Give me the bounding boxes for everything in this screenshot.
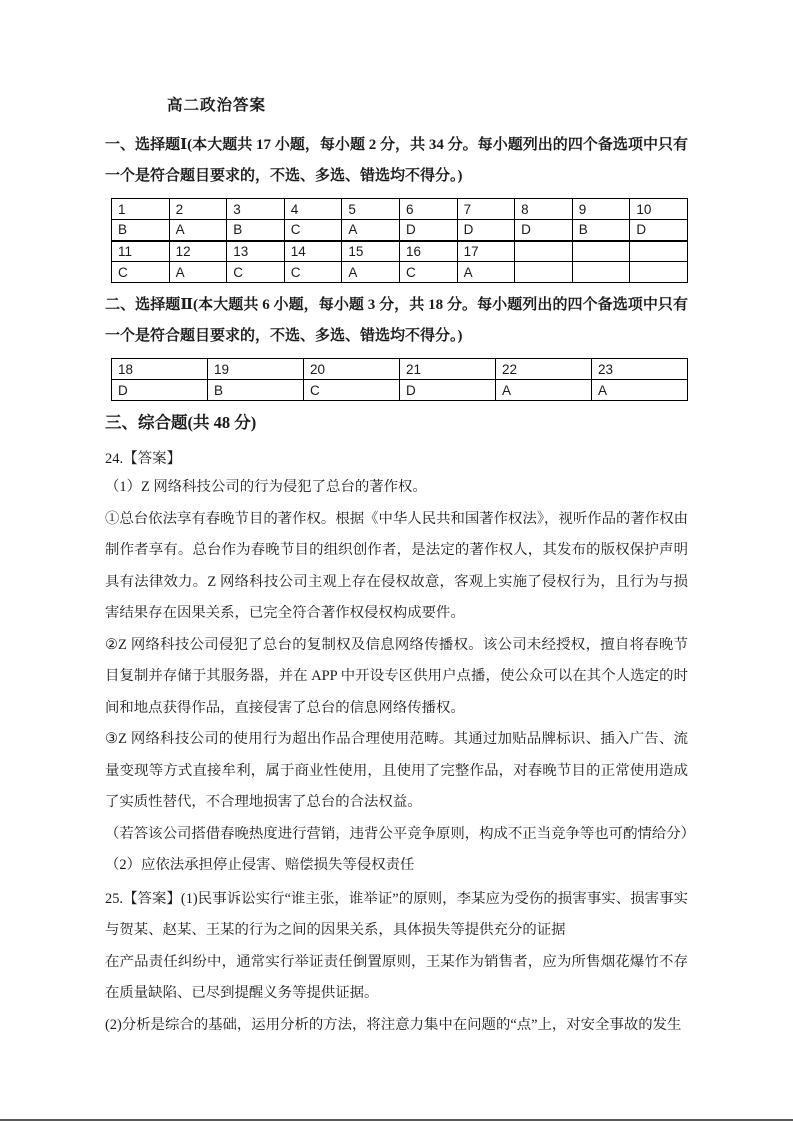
q24-paragraph-2: ①总台依法享有春晚节目的著作权。根据《中华人民共和国著作权法》，视听作品的著作权由制作者享有。总台作为春晚节目的组织创作者，是法定的著作权人，其发布的版权保护声明具有法律效力。Z 网络科技公司主观上存在侵权故意，客观上实施了侵权行为，且行为与损害结果存在因果关系，已完全符合著作权侵权构成要件。 [105,510,688,621]
answer-cell: 16 [399,241,457,262]
answer-cell: 9 [572,199,630,220]
answer-cell: B [227,220,285,241]
answer-cell: 6 [399,199,457,220]
answer-cell: 23 [592,359,688,380]
q24-paragraph-1: （1）Z 网络科技公司的行为侵犯了总台的著作权。 [105,479,427,495]
answer-cell: C [112,262,170,283]
table-row [112,220,688,241]
q24-grading-note: （若答该公司搭借春晚热度进行营销，违背公平竞争原则，构成不正当竞争等也可酌情给分） [105,825,696,842]
answer-cell: 13 [227,241,285,262]
section2-heading: 二、选择题Ⅱ(本大题共 6 小题，每小题 3 分，共 18 分。每小题列出的四个备选项中只有一个是符合题目要求的，不选、多选、错选均不得分。) [105,297,688,344]
table-row [112,380,688,401]
answer-cell: 21 [400,359,496,380]
answer-cell: 3 [227,199,285,220]
answer-cell: C [399,262,457,283]
section1-heading: 一、选择题Ⅰ(本大题共 17 小题，每小题 2 分，共 34 分。每小题列出的四个备选项中只有一个是符合题目要求的，不选、多选、错选均不得分。) [105,137,688,184]
question25-answer [105,884,688,1042]
document-title: 高二政治答案 [167,97,267,114]
answer-cell: 19 [208,359,304,380]
answer-cell: D [630,220,688,241]
answer-cell: C [304,380,400,401]
q24-paragraph-6: （2）应依法承担停止侵害、赔偿损失等侵权责任 [105,857,415,873]
answer-cell [572,241,630,262]
answer-table-2 [111,358,688,401]
q25-paragraph-2: 在产品责任纠纷中，通常实行举证责任倒置原则，王某作为销售者，应为所售烟花爆竹不存在质量缺陷、已尽到提醒义务等提供证据。 [105,953,688,1001]
answer-cell: D [400,380,496,401]
answer-cell: D [457,220,515,241]
answer-cell: A [592,380,688,401]
answer-cell: 8 [515,199,573,220]
answer-cell: 12 [169,241,227,262]
section3-heading: 三、综合题(共 48 分) [105,413,257,432]
answer-cell: 5 [342,199,400,220]
answer-cell: D [112,380,208,401]
answer-cell: C [284,220,342,241]
answer-cell: D [515,220,573,241]
answer-cell: B [208,380,304,401]
answer-cell: A [342,262,400,283]
q25-paragraph-1: 25.【答案】(1)民事诉讼实行“谁主张，谁举证”的原则，李某应为受伤的损害事实、损害事实与贺某、赵某、王某的行为之间的因果关系，具体损失等提供充分的证据 [105,890,688,938]
document-content [105,95,696,1041]
page-bottom-divider [0,1119,793,1122]
answer-cell: B [112,220,170,241]
q24-paragraph-3: ②Z 网络科技公司侵犯了总台的复制权及信息网络传播权。该公司未经授权，擅自将春晚节目复制并存储于其服务器，并在 APP 中开设专区供用户点播，使公众可以在其个人选定的时间和地点获得作品，直接侵害了总台的信息网络传播权。 [105,636,688,716]
answer-cell: A [169,220,227,241]
answer-cell: 15 [342,241,400,262]
table-row [112,241,688,262]
answer-cell [572,262,630,283]
answer-cell: 2 [169,199,227,220]
table-row [112,262,688,283]
answer-cell: 18 [112,359,208,380]
answer-cell: C [227,262,285,283]
question24-label: 24.【答案】 [105,451,182,467]
answer-cell [515,262,573,283]
answer-cell: 4 [284,199,342,220]
answer-cell: 17 [457,241,515,262]
answer-cell: A [342,220,400,241]
q25-paragraph-3: (2)分析是综合的基础，运用分析的方法，将注意力集中在问题的“点”上，对安全事故的发生 [105,1016,682,1033]
answer-cell: A [457,262,515,283]
answer-cell: 11 [112,241,170,262]
answer-cell: D [399,220,457,241]
answer-cell: 22 [496,359,592,380]
answer-table-1 [111,198,688,283]
answer-cell: C [284,262,342,283]
answer-cell [630,241,688,262]
table-row [112,359,688,380]
answer-cell [515,241,573,262]
answer-cell: A [496,380,592,401]
answer-cell: A [169,262,227,283]
answer-cell: B [572,220,630,241]
answer-cell: 14 [284,241,342,262]
answer-cell: 20 [304,359,400,380]
question24-answer [105,472,696,882]
answer-cell: 10 [630,199,688,220]
table-row [112,199,688,220]
answer-cell: 1 [112,199,170,220]
answer-cell: 7 [457,199,515,220]
q24-paragraph-4: ③Z 网络科技公司的使用行为超出作品合理使用范畴。其通过加贴品牌标识、插入广告、流量变现等方式直接牟利，属于商业性使用，且使用了完整作品，对春晚节目的正常使用造成了实质性替代，不合理地损害了总台的合法权益。 [105,731,688,810]
answer-cell [630,262,688,283]
